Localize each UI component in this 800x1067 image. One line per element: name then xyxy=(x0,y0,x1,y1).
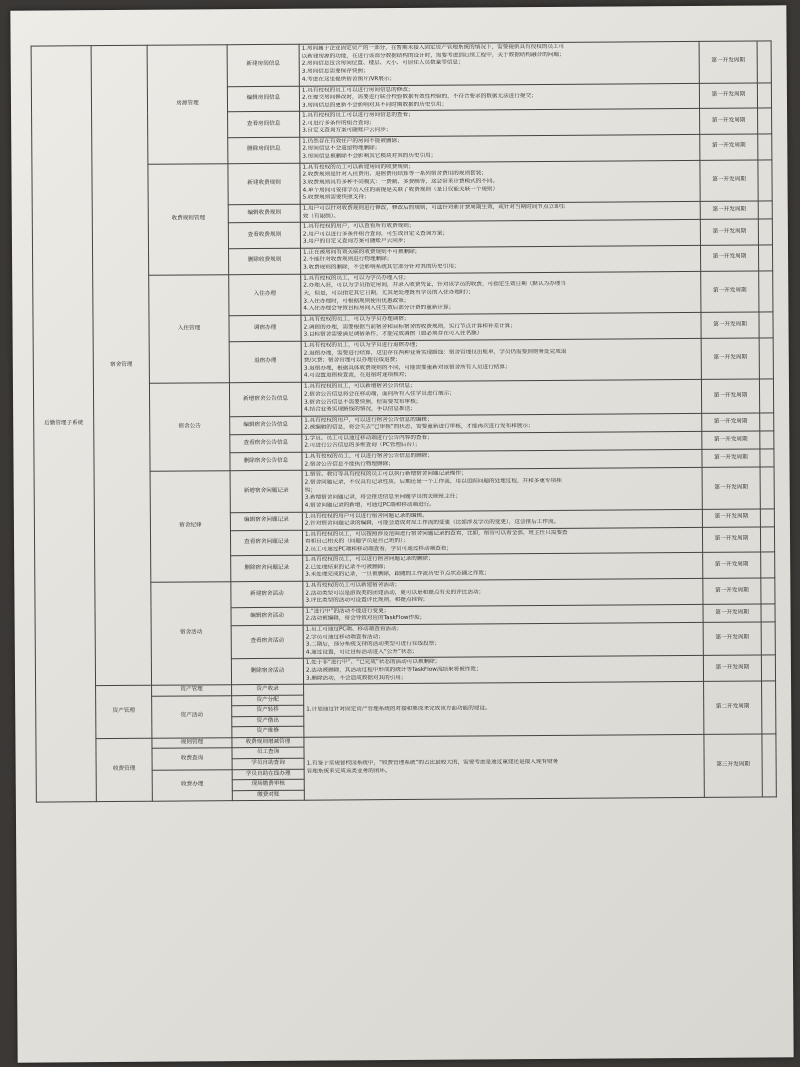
remark-cell xyxy=(759,312,773,338)
requirements-table xyxy=(31,40,777,802)
description-line: 1.具有授权的员工，可以为学员办理调宿； xyxy=(303,315,410,323)
period-cell: 第一开发周期 xyxy=(702,413,760,431)
description-line: 3.新增宿舍问题记录，将会推送信息至问题学员的关联班主任； xyxy=(304,493,462,501)
remark-cell xyxy=(759,270,773,312)
description-line: 2.调宿的办理，需要根据当前宿舍和目标宿舍的收费规则，实行节点计算和补差计算； xyxy=(303,322,516,331)
period-cell: 第一开发周期 xyxy=(703,578,761,604)
period-cell: 第一开发周期 xyxy=(701,271,759,313)
period-cell: 第一开发周期 xyxy=(703,604,761,622)
remark-cell xyxy=(761,655,775,681)
description-line: 3.宿舍公告信息不需要快照，但需要发布审核； xyxy=(304,398,422,406)
function-name-cell: 收费规则增减管理 xyxy=(232,737,304,748)
description-line: 1.具有授权的用户可以进行宿舍问题记录的编辑。 xyxy=(304,512,428,520)
period-cell: 第一开发周期 xyxy=(703,622,761,656)
description-cell xyxy=(304,734,704,800)
description-line: 2.被编辑的信息，将会失去“已审核”的状态，需要重新进行审核，才能再次进行发布和展示； xyxy=(304,423,534,432)
function-name-cell: 编辑宿舍公告信息 xyxy=(230,416,302,435)
period-cell: 第一开发周期 xyxy=(701,312,759,338)
period-cell: 第一开发周期 xyxy=(699,83,757,109)
function-name-cell: 资产维修 xyxy=(232,727,304,738)
description-line: 3.房间信息被删除不会影响其它模块对其的历史引用； xyxy=(302,152,437,160)
period-cell: 第一开发周期 xyxy=(703,655,761,681)
description-line: 2.可进行多条件的组合查询； xyxy=(302,119,375,127)
description-line: 1.正在被房间有效关联的收费规则不可被删除； xyxy=(303,248,421,256)
description-line: 2.宿舍公告信息将会在移动端，面向所有入住学员进行展示； xyxy=(304,390,455,398)
function-name-cell: 缴费对账 xyxy=(232,790,304,801)
group-name-cell: 收费查询 xyxy=(152,748,232,770)
description-line: 3.入住办理时，可根据规则使用优惠政策； xyxy=(303,297,410,305)
description-line: 5.收费规则需要快照支持； xyxy=(302,194,370,201)
group-name-cell: 规则管理 xyxy=(152,738,232,749)
description-cell xyxy=(303,656,703,684)
remark-cell xyxy=(761,604,775,622)
function-name-cell: 新建宿舍活动 xyxy=(231,581,303,607)
description-cell xyxy=(301,338,701,382)
period-cell: 第一开发周期 xyxy=(700,134,758,160)
description-line: 2.宿舍问题记录，不仅具有记录性质，后期还是一个工作流，用以追踪问题的处理过程，并和多重专项挂 xyxy=(304,477,562,486)
module-name-cell: 资产管理 xyxy=(96,685,152,738)
description-cell xyxy=(299,83,699,111)
description-cell xyxy=(302,467,702,511)
function-name-cell: 学员自助在线办理 xyxy=(232,769,304,780)
table-row xyxy=(31,41,771,88)
remark-cell xyxy=(758,108,772,134)
description-line: 1.有鉴于常规智校园系统中，“收费管理系统”的占比最较大的，需要考虑是通过重建还是接入现有财务 xyxy=(306,759,559,768)
description-line: 1.具有授权的用户，可以查看所有收费规则； xyxy=(302,223,415,230)
description-line: 看和自己相关的（问题学员是自己班的）； xyxy=(305,538,409,545)
description-line: 天，但是，可以指定其它日期，尤其是处理既有学员的入住办理时）； xyxy=(303,289,474,297)
description-cell xyxy=(301,312,701,340)
description-line: 2.已处理结束的记录不可被删除； xyxy=(305,564,389,571)
description-line: 1.具有授权的员工可以新建宿舍活动； xyxy=(305,582,401,589)
period-cell: 第一开发周期 xyxy=(700,245,758,271)
description-line: 2.房间信息包含房间位置、楼层、大小、可居住人员数量等信息； xyxy=(301,60,464,68)
description-line: 2.收费规则是针对入住费用、退宿费用结算等一系列宿舍费用的规则套装； xyxy=(302,170,487,179)
description-line: 1.具有授权的员工可以进行房间信息的修改； xyxy=(301,86,414,94)
period-cell: 第一开发周期 xyxy=(702,467,760,509)
description-cell xyxy=(300,160,700,204)
description-line: 3.收费规则的删除，不会影响系统其它部分针对其的历史引用； xyxy=(303,263,460,271)
period-cell: 第三开发周期 xyxy=(704,734,762,798)
description-line: 4.结合业务实现路线的情况，手以信息推送； xyxy=(304,405,416,413)
description-line: 3.房间信息需要保存快照； xyxy=(301,68,369,75)
period-cell: 第一开发周期 xyxy=(700,219,758,245)
group-name-cell: 资产活动 xyxy=(152,695,232,738)
description-line: 3.用户的自定义查询方案可随账户云同步； xyxy=(302,238,410,245)
remark-cell xyxy=(760,467,774,509)
description-line: 1.具有授权的员工可以新建房间的收费规则； xyxy=(302,163,415,171)
description-line: 1.具有授权的员工，可以进行宿舍问题记录的删除； xyxy=(305,556,434,564)
function-name-cell: 查看宿舍活动 xyxy=(231,625,303,659)
description-line: 3.自定义查询方案可随账户云同步； xyxy=(302,127,392,134)
description-line: 1.具有授权的员工，可以为学员办理入住； xyxy=(303,274,410,282)
function-name-cell: 删除宿舍活动 xyxy=(231,659,303,685)
description-line: 3.二期后，部分系统支持的活动类型可进行在线投票； xyxy=(305,640,440,648)
description-line: 2.活动被删除，其活动过程中形成的统计等TaskFlow流结果将被作废； xyxy=(305,666,482,674)
description-line: 1.具有授权的员工，可以为学员进行退宿办理； xyxy=(303,341,421,349)
period-cell: 第一开发周期 xyxy=(702,509,760,527)
description-line: 钩； xyxy=(304,487,316,494)
description-line: 以新建房源的功能，在进行该部分数据结构的设计时，需要考虑到后续工程中，关于数据结构融合的问题； xyxy=(301,51,565,60)
description-cell xyxy=(303,622,703,658)
description-line: 3.评比类型的活动可设置评比规则，和提点挂钩； xyxy=(305,596,429,604)
system-name-cell: 后勤管理子系统 xyxy=(31,46,96,803)
description-line: 1.“进行中”的活动不能进行变更； xyxy=(305,607,390,615)
period-cell: 第一开发周期 xyxy=(700,108,758,134)
description-line: 1.宿管、教官等具有授权的员工可以执行新增宿舍问题记录操作； xyxy=(304,471,467,479)
paper-sheet xyxy=(10,5,793,1062)
description-line: 4.宿舍问题记录的新增，可通过PC端和移动端进行。 xyxy=(304,501,435,509)
description-line: 3.删除活动，不会造成数据对其的引用； xyxy=(305,674,407,682)
function-name-cell: 学员自助查询 xyxy=(232,758,304,769)
description-line: 2.学员可通过移动端查看活动； xyxy=(305,633,384,641)
group-name-cell: 宿舍公告 xyxy=(149,383,230,471)
description-line: 3.目标宿舍需要满足调宿条件，才能完成调宿（如必须存在可入住名额） xyxy=(303,330,483,338)
function-name-cell: 新增宿舍问题记录 xyxy=(230,470,302,512)
description-line: 2.办理入驻，可以为学员指定房间，并录入收费凭证，针对该学员的收费，可指定生效日期（默认为办理当 xyxy=(303,281,566,290)
description-cell xyxy=(300,220,700,248)
remark-cell xyxy=(762,681,776,734)
description-line: 4.通过设置，可让目标活动进入“公开”状态； xyxy=(305,648,418,656)
remark-cell xyxy=(759,338,773,380)
description-line: 2.不能针对收费规则进行物理删除； xyxy=(303,256,393,264)
group-name-cell: 宿舍活动 xyxy=(151,582,232,686)
description-cell xyxy=(301,380,701,416)
period-cell: 第一开发周期 xyxy=(703,552,761,578)
module-name-cell: 宿舍管理 xyxy=(91,45,151,686)
description-cell xyxy=(300,134,700,162)
group-name-cell: 入住管理 xyxy=(149,274,230,383)
description-line: 1.具有授权的员工可以进行房间信息的查看； xyxy=(302,112,414,119)
description-line: 1.用户可以针对收费规则进行修改，修改后的规则，可选针对新计费周期生效，或针对当期时间节点立即生 xyxy=(302,203,566,212)
description-line: 1.员工可通过PC端、移动端查看活动； xyxy=(305,626,403,633)
period-cell: 第一开发周期 xyxy=(701,338,759,380)
remark-cell xyxy=(760,508,774,526)
remark-cell xyxy=(757,41,771,83)
description-cell xyxy=(303,578,703,606)
description-line: 4.考虑在这里提供宿舍图片/VR展示； xyxy=(301,75,396,83)
period-cell: 第二开发周期 xyxy=(704,681,762,734)
description-line: 2.活动被编辑，将会导致对应的TaskFlow作废； xyxy=(305,615,426,622)
remark-cell xyxy=(760,431,774,449)
description-line: 1.具有授权的员工，可以进行宿舍公告信息的删除； xyxy=(304,452,433,460)
group-name-cell: 资产管理 xyxy=(152,685,232,696)
function-name-cell: 查看宿舍公告信息 xyxy=(230,434,302,453)
remark-cell xyxy=(761,622,775,656)
description-line: 1.具有授权的员工，可以按照涉及范围进行宿舍问题记录的查看，比如，宿管可以看全部，班主任只需要查 xyxy=(304,529,568,538)
function-name-cell: 资产转移 xyxy=(232,705,304,716)
remark-cell xyxy=(758,219,772,245)
group-name-cell: 收费规则管理 xyxy=(148,163,229,275)
description-line: 效（有限制）。 xyxy=(302,213,340,220)
group-name-cell: 收费办理 xyxy=(152,769,232,801)
function-name-cell: 新建房间信息 xyxy=(227,44,299,86)
description-line: 4.单个房间可安排学员入住的前提是关联了收费规则（是日仅能关联一个规则） xyxy=(302,185,499,194)
remark-cell xyxy=(760,449,774,467)
description-cell xyxy=(300,109,700,137)
description-line: 1.计划通过针对固定资产管理系统的对接和集成来完成该方面功能的建设。 xyxy=(306,705,491,713)
function-name-cell: 资产借出 xyxy=(232,716,304,727)
description-cell xyxy=(301,271,701,315)
function-name-cell: 新建收费规则 xyxy=(228,163,300,205)
remark-cell xyxy=(760,413,774,431)
remark-cell xyxy=(758,201,772,219)
function-name-cell: 资产分配 xyxy=(232,695,304,706)
description-line: 1.学员、员工可以通过移动端进行公告内容的查看； xyxy=(304,434,433,442)
function-name-cell: 现场缴费审核 xyxy=(232,779,304,790)
description-cell xyxy=(303,553,703,581)
remark-cell xyxy=(762,734,776,797)
description-line: 2.在提交房间修改时，需要进行联合校验数据有效性校验的，不符合要求的数据无法进行提交； xyxy=(301,93,537,101)
description-line: 3.未处理完成的记录，一旦被删除，跟随的工作流历史节点状态随之作废； xyxy=(305,570,490,579)
module-name-cell: 收费管理 xyxy=(96,738,152,802)
description-line: 3.房间信息的更新不会影响对其不同时期数据的历史引用； xyxy=(301,101,448,109)
group-name-cell: 宿舍纪律 xyxy=(150,471,231,583)
function-name-cell: 编辑房间信息 xyxy=(227,86,299,112)
function-name-cell: 删除房间信息 xyxy=(228,137,300,163)
remark-cell xyxy=(759,379,773,413)
description-cell xyxy=(302,527,702,555)
period-cell: 第一开发周期 xyxy=(700,160,758,202)
description-cell xyxy=(299,41,699,85)
function-name-cell: 查看收费规则 xyxy=(228,222,300,248)
description-cell xyxy=(301,245,701,273)
function-name-cell: 新增宿舍公告信息 xyxy=(229,382,301,416)
remark-cell xyxy=(758,245,772,271)
description-line: 费/欠费；宿舍管理可以办理在线退费； xyxy=(303,357,401,364)
remark-cell xyxy=(758,134,772,160)
remark-cell xyxy=(761,578,775,604)
function-name-cell: 删除收费规则 xyxy=(229,248,301,274)
description-line: 2.用户可以进行多条件组合查询，可生成自定义查询方案； xyxy=(302,230,449,238)
remark-cell xyxy=(758,159,772,201)
description-line: 3.退宿办理，根据具体收费规则的不同，可能需要重新对该宿舍所有人员进行结算； xyxy=(303,363,511,372)
description-line: 1.具有授权的员工，可以新增宿舍公告信息； xyxy=(303,383,416,391)
description-line: 2.宿舍公告信息不能执行物理删除； xyxy=(304,460,394,468)
remark-cell xyxy=(757,82,771,108)
function-name-cell: 删除宿舍问题记录 xyxy=(231,556,303,582)
group-name-cell: 房源管理 xyxy=(147,45,228,164)
function-name-cell: 员工查询 xyxy=(232,748,304,759)
function-name-cell: 编辑宿舍问题记录 xyxy=(230,512,302,531)
period-cell: 第一开发周期 xyxy=(702,527,760,553)
function-name-cell: 查看房间信息 xyxy=(228,111,300,137)
period-cell: 第一开发周期 xyxy=(701,379,759,413)
description-line: 2.退宿办理，需要进行结算，这里存在两种业务实现路线：宿舍管理仅出账单，学员仍需要到财务处完成退 xyxy=(303,348,567,357)
description-line: 2.可进行公告信息的多维查询（PC管理后台）； xyxy=(304,442,421,450)
function-name-cell: 入住办理 xyxy=(229,274,301,316)
description-line: 2.针对宿舍问题记录的编辑，可能会造成对应工作流的变更（比如涉及学员的变更），这会推后工作流。 xyxy=(304,519,560,527)
period-cell: 第一开发周期 xyxy=(699,41,757,83)
description-line: 2.员工可通过PC端和移动端查看，学员可通过移动端查看； xyxy=(305,545,452,553)
description-line: 2.活动类型可以是游戏类的团建活动，更可以是和提点有关的评比活动； xyxy=(305,589,485,597)
description-line: 2.房间信息不会遗留物理删除； xyxy=(302,145,381,153)
remark-cell xyxy=(761,552,775,578)
remark-cell xyxy=(760,527,774,553)
function-name-cell: 编辑宿舍活动 xyxy=(231,607,303,626)
function-name-cell: 删除宿舍公告信息 xyxy=(230,452,302,471)
function-name-cell: 查看宿舍问题记录 xyxy=(230,530,302,556)
description-line: 管理系统来完成该类业务的闭环。 xyxy=(306,768,391,775)
description-line: 1.房间属于企业固定资产的一部分，在暂期未接入固定资产管理系统的情况下，需要提供具有授权的员工可 xyxy=(301,44,565,53)
period-cell: 第一开发周期 xyxy=(702,449,760,467)
description-line: 1.处于非“进行中”、“已完成”状态的活动可以被删除； xyxy=(305,659,441,667)
description-line: 1.具有授权的用户，可以进行宿舍公告信息的编辑； xyxy=(304,416,433,424)
function-name-cell: 编辑收费规则 xyxy=(228,204,300,223)
period-cell: 第一开发周期 xyxy=(702,431,760,449)
description-line: 1.仍然存在有效住户的房间不能被删除； xyxy=(302,137,403,145)
description-cell xyxy=(304,682,704,738)
description-line: 4.入住办理会导致目标房间入住生效后部分计费的重新计算； xyxy=(303,304,455,312)
description-line: 3.收费规则具有多种不同模式：一费制、多费制等，这会带来计费模式的不同。 xyxy=(302,178,499,186)
function-name-cell: 资产收录 xyxy=(232,684,304,695)
function-name-cell: 退宿办理 xyxy=(229,341,301,383)
period-cell: 第一开发周期 xyxy=(700,201,758,219)
function-name-cell: 调宿办理 xyxy=(229,315,301,341)
description-line: 4.可设置退宿检查流，在退宿时逐项核对； xyxy=(303,372,410,379)
